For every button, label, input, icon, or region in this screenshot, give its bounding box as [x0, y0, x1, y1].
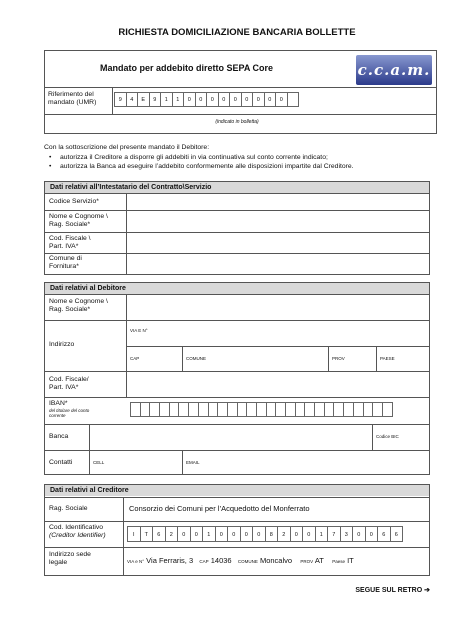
creditor-id-cell: 0 [240, 526, 254, 542]
iban-label: IBAN* del titolare del conto corrente [49, 400, 90, 418]
umr-cell: 9 [114, 92, 127, 107]
debtor-name-field[interactable] [127, 295, 429, 319]
creditor-id-cell: 6 [390, 526, 404, 542]
email-label: EMAIL [186, 460, 200, 465]
email-field[interactable] [183, 451, 429, 474]
next-page-link[interactable]: SEGUE SUL RETRO ➔ [355, 587, 430, 594]
creditor-id-cell: 0 [190, 526, 204, 542]
creditor-id-cell: 0 [227, 526, 241, 542]
creditor-id-cells [127, 526, 402, 542]
document-title: RICHIESTA DOMICILIAZIONE BANCARIA BOLLETTE [118, 27, 356, 38]
holder-cf-field[interactable] [127, 233, 429, 252]
holder-name-field[interactable] [127, 211, 429, 231]
debtor-cap-label: CAP [130, 356, 140, 361]
umr-cell [287, 92, 300, 107]
creditor-id-cell: 2 [165, 526, 179, 542]
holder-header: Dati relativi all’Intestatario del Contratto\Servizio [45, 182, 429, 193]
debtor-comune-label: COMUNE [186, 356, 206, 361]
mandate-heading: Mandato per addebito diretto SEPA Core [100, 63, 274, 73]
holder-comune-field[interactable] [127, 254, 429, 274]
debtor-via-label: VIA E N° [130, 328, 148, 333]
bank-field[interactable] [90, 425, 371, 449]
creditor-id-cell: 0 [365, 526, 379, 542]
umr-cell: 1 [172, 92, 185, 107]
debtor-name-label: Nome e Cognome \ Rag. Sociale* [49, 298, 108, 313]
umr-cell: 9 [149, 92, 162, 107]
umr-cell: 4 [126, 92, 139, 107]
umr-cell: 0 [229, 92, 242, 107]
ccam-logo: c.c.a.m. [356, 55, 432, 85]
umr-cell: 0 [206, 92, 219, 107]
creditor-id-cell: 0 [352, 526, 366, 542]
debtor-prov-label: PROV [332, 356, 345, 361]
iban-cell [382, 402, 393, 417]
umr-cell: 0 [264, 92, 277, 107]
bank-label: Banca [49, 433, 69, 440]
debtor-paese-label: PAESE [380, 356, 395, 361]
creditor-id-cell: 0 [177, 526, 191, 542]
bic-label: Codice BIC [376, 434, 399, 439]
intro-text: Con la sottoscrizione del presente mandato il Debitore: • autorizza il Creditore a disporre gli addebiti in via continuativa sul conto corrente indicato; • autorizza la Banca ad eseguire l’addebito conformemente alle disposizioni impartite dal Creditore. [44, 144, 354, 170]
creditor-id-cell: 2 [277, 526, 291, 542]
debtor-cf-label: Cod. Fiscale/ Part. IVA* [49, 376, 89, 391]
umr-cell: E [137, 92, 150, 107]
creditor-name-value: Consorzio dei Comuni per l’Acquedotto del Monferrato [129, 504, 310, 513]
arrow-right-icon: ➔ [424, 587, 430, 594]
creditor-header: Dati relativi al Creditore [45, 485, 429, 496]
bill-note: (indicato in bolletta) [215, 119, 259, 125]
creditor-id-cell: 1 [315, 526, 329, 542]
umr-cell: 0 [275, 92, 288, 107]
creditor-id-cell: 1 [202, 526, 216, 542]
creditor-id-cell: T [140, 526, 154, 542]
holder-name-label: Nome e Cognome \ Rag. Sociale* [49, 213, 108, 228]
holder-cf-label: Cod. Fiscale \ Part. IVA* [49, 235, 91, 250]
creditor-id-cell: 0 [252, 526, 266, 542]
debtor-header: Dati relativi al Debitore [45, 283, 429, 294]
creditor-id-cell: 6 [152, 526, 166, 542]
creditor-id-cell: 3 [340, 526, 354, 542]
codice-servizio-label: Codice Servizio* [49, 198, 99, 205]
creditor-id-cell: 8 [265, 526, 279, 542]
cell-label: CELL [93, 460, 105, 465]
umr-cell: 0 [218, 92, 231, 107]
creditor-id-cell: 0 [290, 526, 304, 542]
umr-cell: 0 [252, 92, 265, 107]
creditor-id-cell: 7 [327, 526, 341, 542]
creditor-id-cell: 0 [302, 526, 316, 542]
umr-cell: 0 [195, 92, 208, 107]
debtor-cf-field[interactable] [127, 372, 429, 396]
iban-cells[interactable] [130, 402, 392, 417]
debtor-address-label: Indirizzo [49, 341, 75, 348]
creditor-name-label: Rag. Sociale [49, 505, 88, 512]
holder-comune-label: Comune di Fornitura* [49, 255, 82, 270]
creditor-address-label: Indirizzo sede legale [49, 551, 91, 566]
creditor-id-cell: I [127, 526, 141, 542]
umr-label: Riferimento del mandato (UMR) [48, 91, 97, 106]
contacts-label: Contatti [49, 459, 73, 466]
cell-field[interactable] [90, 451, 181, 474]
debtor-via-field[interactable] [127, 321, 429, 345]
umr-cell: 1 [160, 92, 173, 107]
umr-cells [114, 92, 298, 107]
codice-servizio-field[interactable] [127, 194, 429, 209]
umr-cell: 0 [241, 92, 254, 107]
creditor-id-cell: 0 [215, 526, 229, 542]
creditor-address-value: VIA e N° Via Ferraris, 3 CAP 14036 COMUNE Moncalvo PROV AT Paese IT [127, 556, 354, 565]
creditor-id-label: Cod. Identificativo (Creditor Identifier) [49, 524, 106, 539]
creditor-id-cell: 6 [377, 526, 391, 542]
umr-cell: 0 [183, 92, 196, 107]
